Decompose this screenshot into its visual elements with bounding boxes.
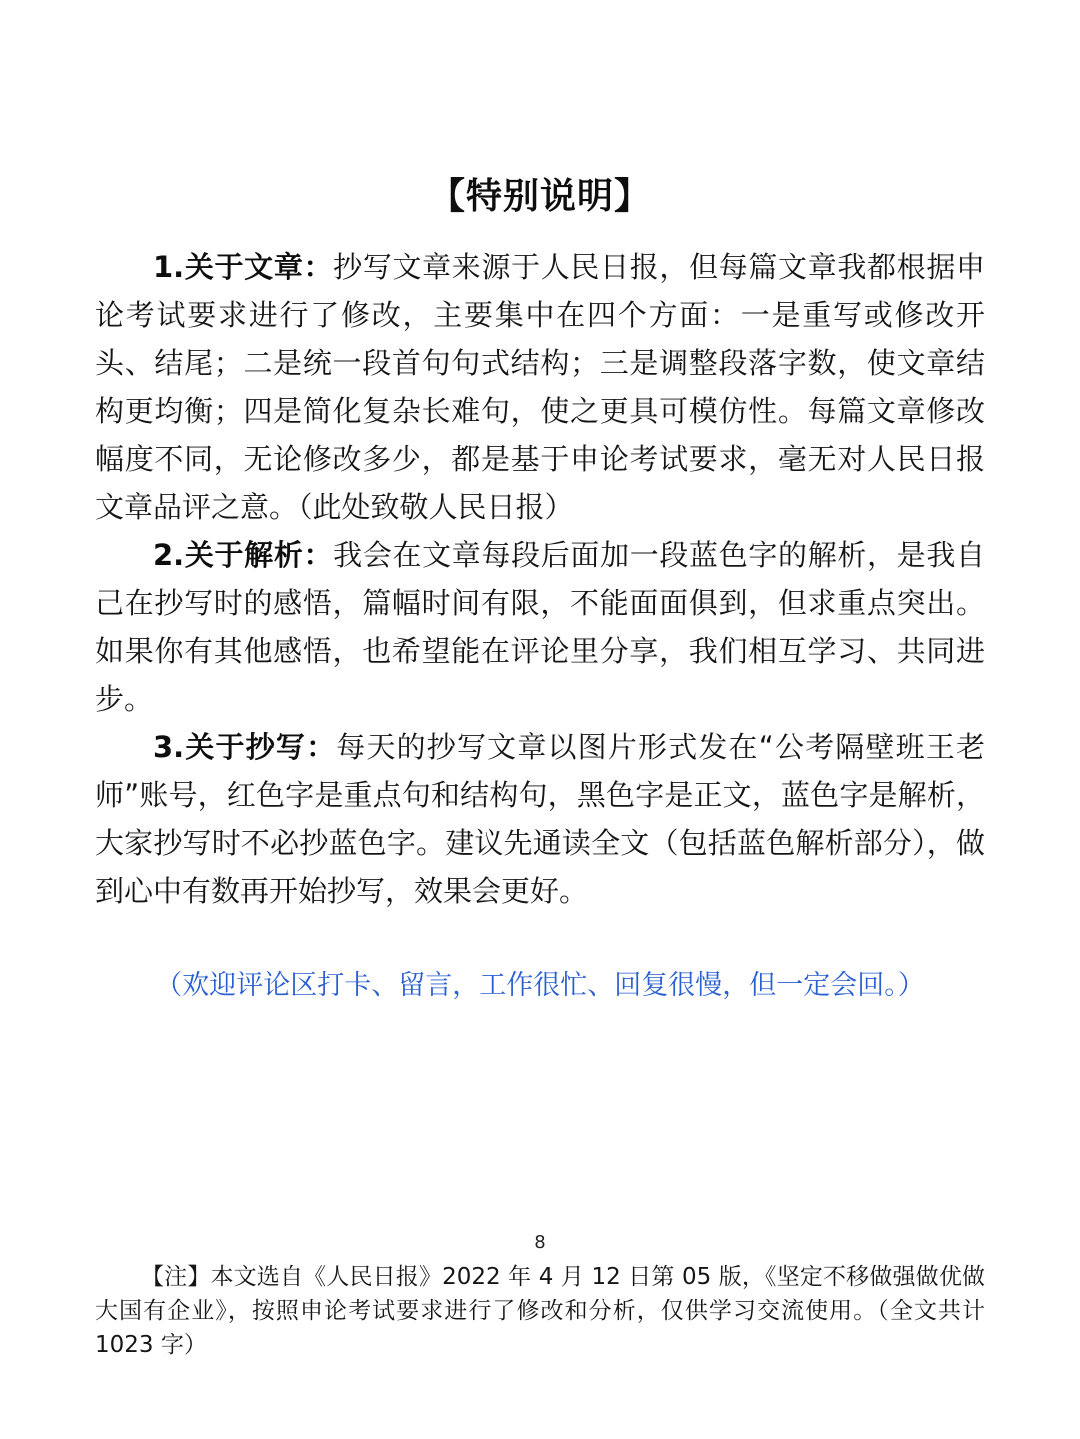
document-body xyxy=(95,243,985,915)
paragraph-label: 1.关于文章： xyxy=(153,250,334,284)
paragraph-text: 每天的抄写文章以图片形式发在“公考隔壁班王老师”账号，红色字是重点句和结构句，黑色字是正文，蓝色字是解析，大家抄写时不必抄蓝色字。建议先通读全文（包括蓝色解析部分），做到心中有数再开始抄写，效果会更好。 xyxy=(95,730,985,908)
page-footer xyxy=(95,1232,985,1362)
page-title: 【特别说明】 xyxy=(428,176,651,217)
paragraph-about-analysis xyxy=(95,531,985,723)
paragraph-text: 抄写文章来源于人民日报，但每篇文章我都根据申论考试要求进行了修改，主要集中在四个方面：一是重写或修改开头、结尾；二是统一段首句句式结构；三是调整段落字数，使文章结构更均衡；四是简化复杂长难句，使之更具可模仿性。每篇文章修改幅度不同，无论修改多少，都是基于申论考试要求，毫无对人民日报文章品评之意。（此处致敬人民日报） xyxy=(95,250,985,524)
page-number: 8 xyxy=(534,1232,546,1253)
paragraph-text: 我会在文章每段后面加一段蓝色字的解析，是我自己在抄写时的感悟，篇幅时间有限，不能面面俱到，但求重点突出。如果你有其他感悟，也希望能在评论里分享，我们相互学习、共同进步。 xyxy=(95,538,985,716)
paragraph-label: 2.关于解析： xyxy=(153,538,334,572)
paragraph-about-article xyxy=(95,243,985,531)
comment-invitation-note: （欢迎评论区打卡、留言，工作很忙、回复很慢，但一定会回。） xyxy=(155,970,925,1001)
source-footnote: 【注】本文选自《人民日报》2022 年 4 月 12 日第 05 版，《坚定不移做强做优做大国有企业》，按照申论考试要求进行了修改和分析，仅供学习交流使用。（全文共计 1023 字） xyxy=(95,1264,985,1358)
paragraph-label: 3.关于抄写： xyxy=(153,730,337,764)
paragraph-about-copying xyxy=(95,723,985,915)
